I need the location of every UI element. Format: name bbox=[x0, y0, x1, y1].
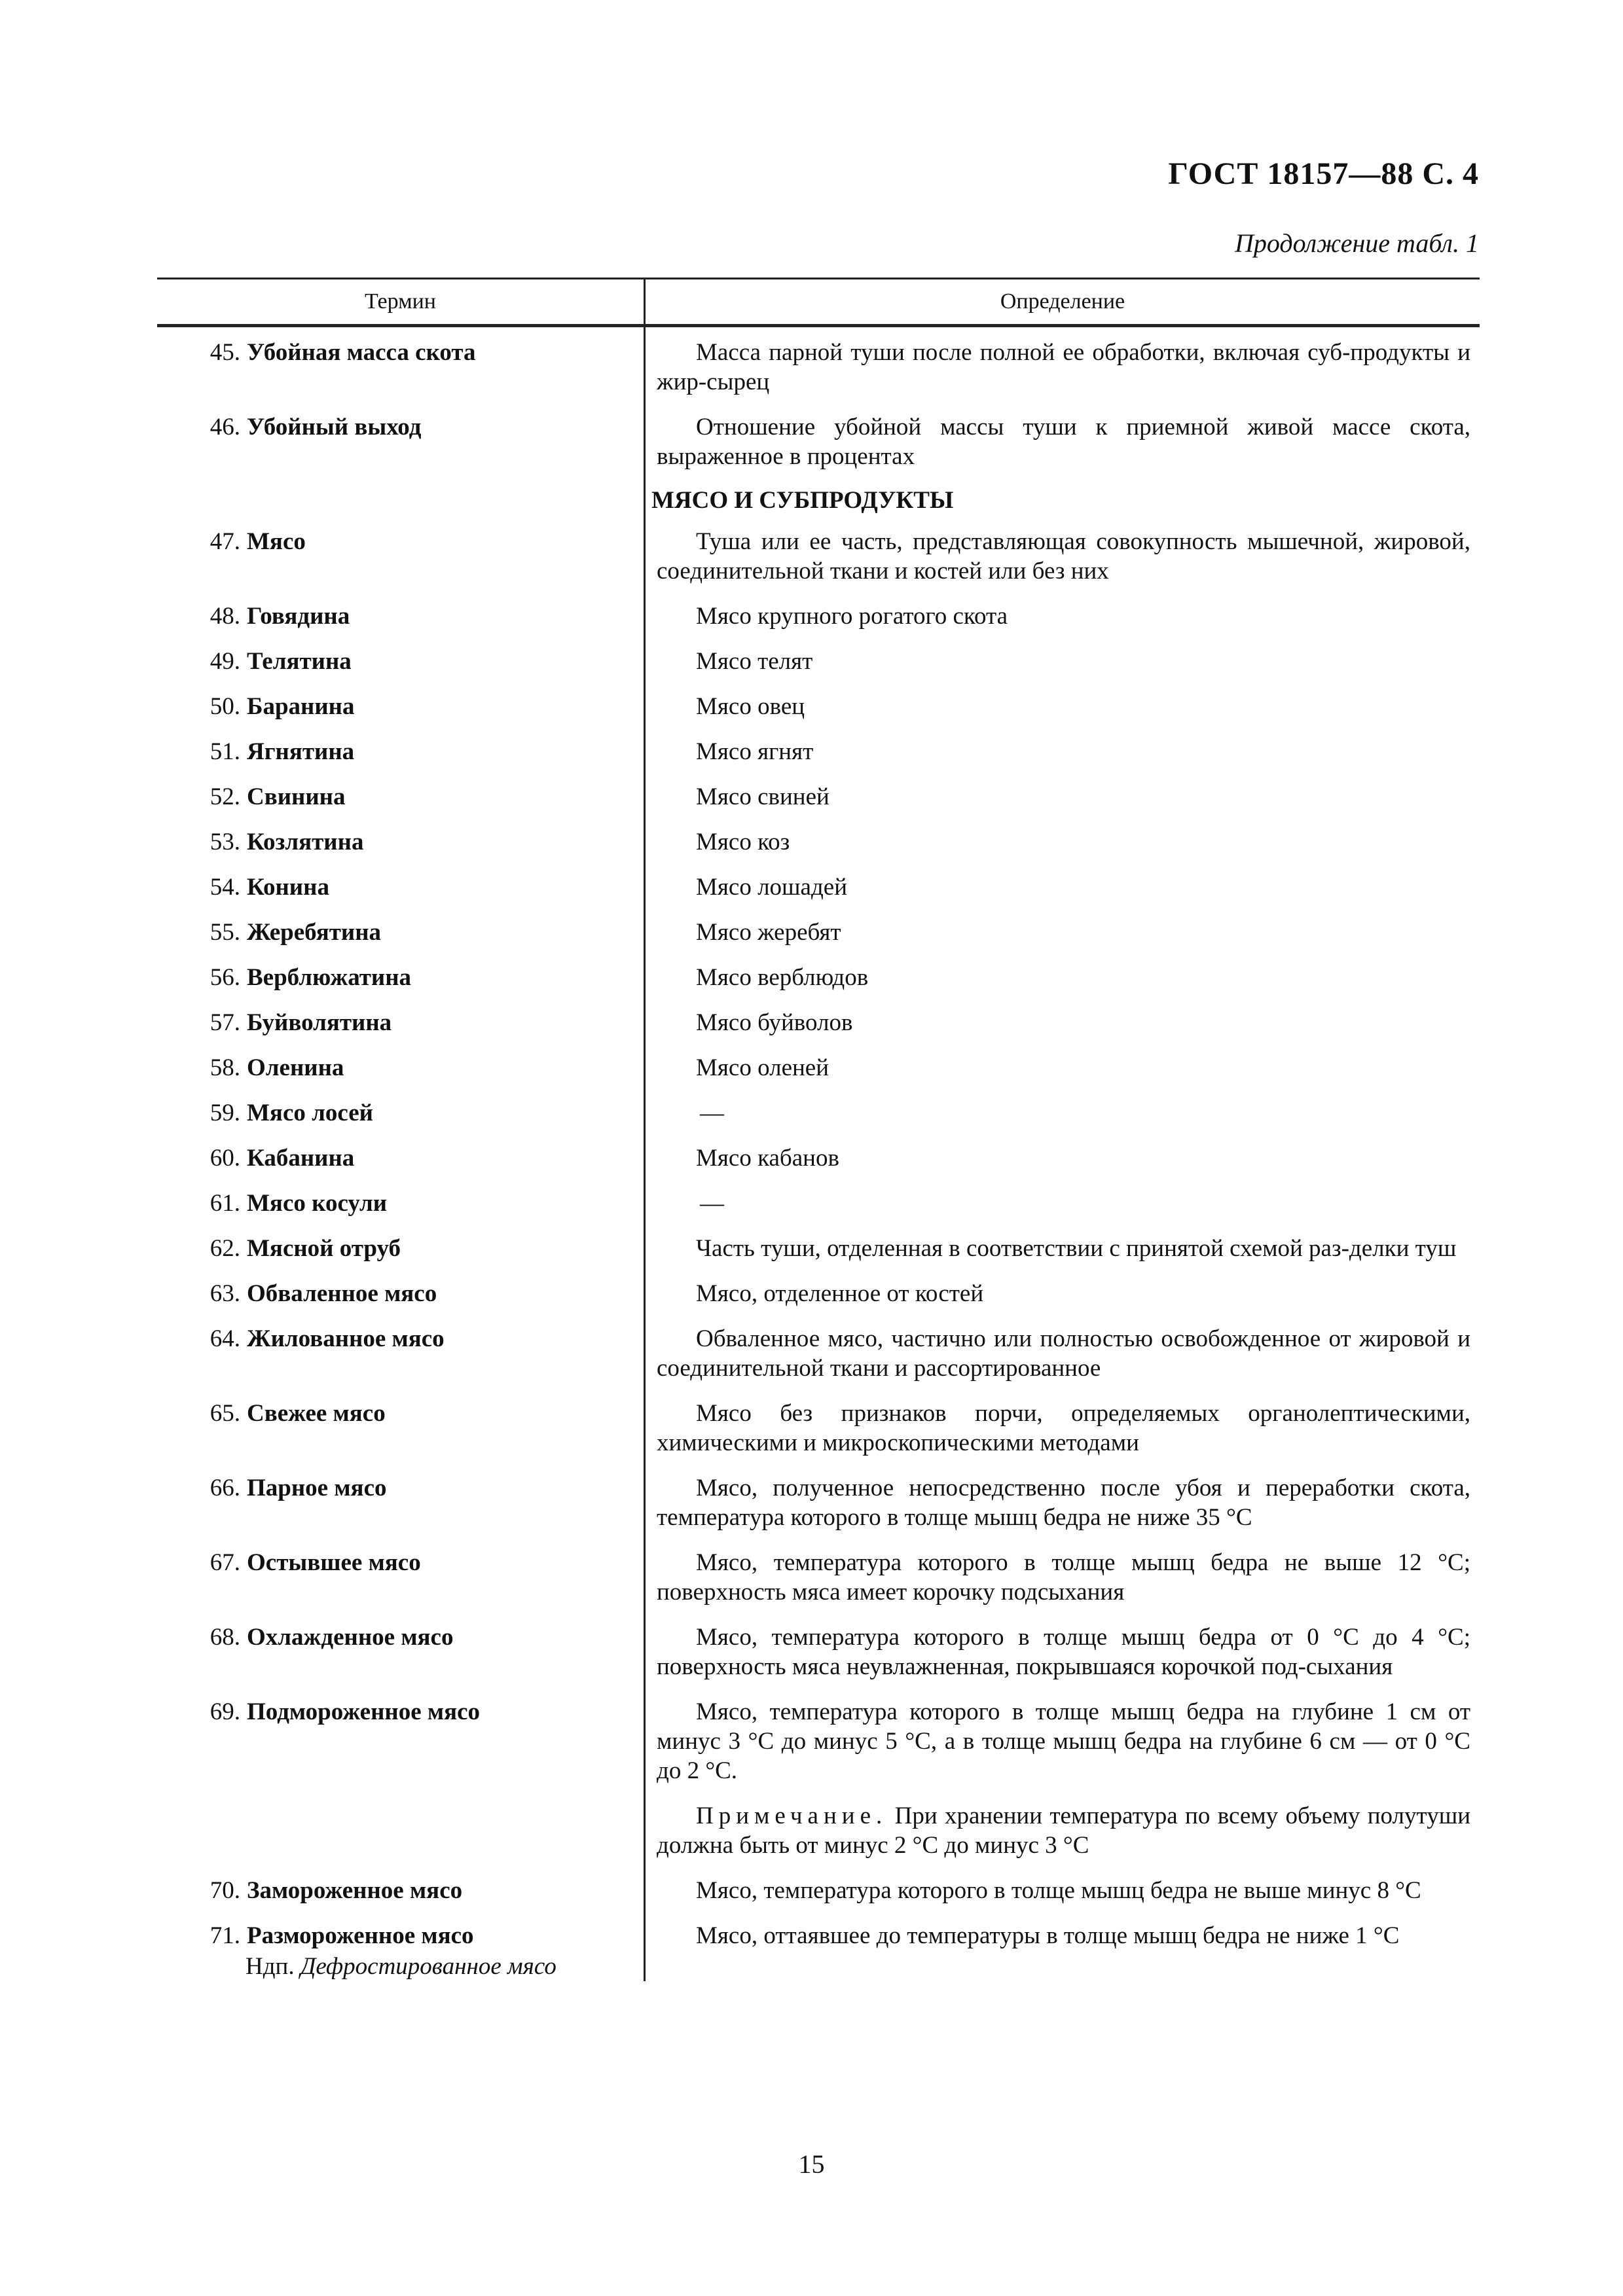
term-cell bbox=[157, 1088, 644, 1133]
term-number: 66. bbox=[210, 1475, 240, 1501]
term-cell bbox=[157, 1687, 644, 1791]
definition-cell bbox=[644, 636, 1480, 681]
definition-cell bbox=[644, 402, 1480, 476]
table-row bbox=[157, 1314, 1480, 1388]
definition-text: Мясо без признаков порчи, определяемых органолептическими, химическими и микроскопическими методами bbox=[657, 1400, 1470, 1456]
term-number: 54. bbox=[210, 874, 240, 901]
definition-cell bbox=[644, 1612, 1480, 1687]
table-row bbox=[157, 817, 1480, 862]
term-number: 56. bbox=[210, 964, 240, 991]
term-text: Замороженное мясо bbox=[247, 1877, 463, 1904]
table-continuation-label: Продолжение табл. 1 bbox=[1234, 228, 1479, 258]
term-cell bbox=[157, 636, 644, 681]
term-text: Говядина bbox=[247, 603, 350, 630]
definition-text: Мясо, температура которого в толще мышц бедра не выше минус 8 °С bbox=[696, 1877, 1421, 1904]
table-row bbox=[157, 327, 1480, 402]
definition-text: Мясо овец bbox=[696, 693, 805, 720]
definition-text: Мясо телят bbox=[696, 648, 813, 675]
term-text: Козлятина bbox=[247, 829, 364, 855]
definition-cell bbox=[644, 862, 1480, 907]
note-label: Примечание. bbox=[696, 1803, 888, 1829]
definition-cell bbox=[644, 907, 1480, 952]
deprecated-label: Ндп. bbox=[246, 1953, 295, 1980]
term-text: Свежее мясо bbox=[247, 1400, 386, 1427]
definition-text: Отношение убойной массы туши к приемной живой массе скота, выраженное в процентах bbox=[657, 414, 1470, 470]
term-cell bbox=[157, 1791, 644, 1865]
term-cell bbox=[157, 817, 644, 862]
definition-text: Мясо крупного рогатого скота bbox=[696, 603, 1008, 630]
term-number: 71. bbox=[210, 1922, 240, 1949]
term-text: Подмороженное мясо bbox=[247, 1698, 481, 1725]
table-row bbox=[157, 1178, 1480, 1223]
table-row bbox=[157, 1791, 1480, 1865]
term-text: Мясо лосей bbox=[247, 1100, 373, 1126]
term-cell bbox=[157, 591, 644, 636]
term-number: 46. bbox=[210, 414, 240, 440]
definition-cell bbox=[644, 726, 1480, 772]
definition-text: — bbox=[700, 1100, 724, 1126]
term-cell bbox=[157, 952, 644, 997]
term-text: Мясо косули bbox=[247, 1190, 388, 1217]
term-number: 45. bbox=[210, 339, 240, 366]
table-row bbox=[157, 1043, 1480, 1088]
term-number: 65. bbox=[210, 1400, 240, 1427]
definition-text: Туша или ее часть, представляющая совокупность мышечной, жировой, соединительной ткани и костей или без них bbox=[657, 528, 1470, 584]
term-number: 59. bbox=[210, 1100, 240, 1126]
term-cell bbox=[157, 1178, 644, 1223]
term-text: Конина bbox=[247, 874, 329, 901]
term-number: 50. bbox=[210, 693, 240, 720]
table-row bbox=[157, 862, 1480, 907]
term-number: 68. bbox=[210, 1624, 240, 1651]
term-cell bbox=[157, 726, 644, 772]
definition-text: Мясо, температура которого в толще мышц бедра от 0 °С до 4 °С; поверхность мяса неувлажненная, покрывшаяся корочкой под-сыхания bbox=[657, 1624, 1470, 1680]
definition-text: Мясо лошадей bbox=[696, 874, 848, 901]
definition-text: Мясо, оттаявшее до температуры в толще мышц бедра не ниже 1 °С bbox=[696, 1922, 1400, 1949]
table-row bbox=[157, 1612, 1480, 1687]
term-number: 64. bbox=[210, 1325, 240, 1352]
definition-cell bbox=[644, 681, 1480, 726]
definition-cell bbox=[644, 516, 1480, 591]
term-cell bbox=[157, 1223, 644, 1268]
definition-cell bbox=[644, 997, 1480, 1043]
term-number: 60. bbox=[210, 1145, 240, 1172]
column-header-definition: Определение bbox=[1000, 289, 1125, 314]
term-cell bbox=[157, 862, 644, 907]
table-row bbox=[157, 516, 1480, 591]
term-cell bbox=[157, 1463, 644, 1537]
term-text: Убойный выход bbox=[247, 414, 422, 440]
term-number: 58. bbox=[210, 1054, 240, 1081]
term-cell bbox=[157, 1043, 644, 1088]
table-row bbox=[157, 772, 1480, 817]
section-title: МЯСО И СУБПРОДУКТЫ bbox=[651, 487, 954, 514]
definition-cell bbox=[644, 1178, 1480, 1223]
definition-text: Мясо, температура которого в толще мышц бедра не выше 12 °С; поверхность мяса имеет корочку подсыхания bbox=[657, 1549, 1470, 1605]
term-text: Кабанина bbox=[247, 1145, 355, 1172]
column-header-term: Термин bbox=[157, 279, 646, 324]
definition-text: Мясо оленей bbox=[696, 1054, 830, 1081]
page-number: 15 bbox=[798, 2149, 825, 2179]
table-row bbox=[157, 1865, 1480, 1910]
term-text: Убойная масса скота bbox=[247, 339, 476, 366]
definition-text: Часть туши, отделенная в соответствии с принятой схемой раз-делки туш bbox=[696, 1235, 1457, 1262]
definition-cell bbox=[644, 1043, 1480, 1088]
table-row bbox=[157, 1133, 1480, 1178]
term-number: 62. bbox=[210, 1235, 240, 1262]
term-text: Мясной отруб bbox=[247, 1235, 401, 1262]
definition-text: Мясо жеребят bbox=[696, 919, 841, 946]
table-row bbox=[157, 681, 1480, 726]
term-number: 69. bbox=[210, 1698, 240, 1725]
term-text: Телятина bbox=[247, 648, 352, 675]
term-text: Жилованное мясо bbox=[247, 1325, 445, 1352]
term-cell bbox=[157, 997, 644, 1043]
term-text: Свинина bbox=[247, 783, 346, 810]
term-number: 49. bbox=[210, 648, 240, 675]
term-text: Размороженное мясо bbox=[247, 1922, 474, 1949]
term-text: Жеребятина bbox=[247, 919, 382, 946]
definition-cell bbox=[644, 1463, 1480, 1537]
table-row bbox=[157, 402, 1480, 476]
term-text: Оленина bbox=[247, 1054, 344, 1081]
table-row bbox=[157, 952, 1480, 997]
table-row bbox=[157, 1388, 1480, 1463]
term-cell bbox=[157, 516, 644, 591]
deprecated-term-text: Дефростированное мясо bbox=[300, 1953, 556, 1980]
definition-cell bbox=[644, 1910, 1480, 1981]
definition-text: Масса парной туши после полной ее обработки, включая суб-продукты и жир-сырец bbox=[657, 339, 1470, 395]
term-text: Мясо bbox=[247, 528, 306, 555]
term-number: 53. bbox=[210, 829, 240, 855]
term-cell bbox=[157, 1133, 644, 1178]
definition-text: Мясо верблюдов bbox=[696, 964, 869, 991]
table-row bbox=[157, 1910, 1480, 1981]
term-number: 70. bbox=[210, 1877, 240, 1904]
table-row bbox=[157, 997, 1480, 1043]
definition-cell bbox=[644, 1687, 1480, 1791]
term-cell bbox=[157, 402, 644, 476]
table-body bbox=[157, 327, 1480, 1981]
definition-text: Мясо ягнят bbox=[696, 738, 814, 765]
term-text: Парное мясо bbox=[247, 1475, 387, 1501]
term-number: 63. bbox=[210, 1280, 240, 1307]
term-text: Ягнятина bbox=[247, 738, 355, 765]
definition-cell bbox=[644, 591, 1480, 636]
table-row bbox=[157, 1687, 1480, 1791]
term-text: Охлажденное мясо bbox=[247, 1624, 454, 1651]
term-number: 51. bbox=[210, 738, 240, 765]
table-row bbox=[157, 1088, 1480, 1133]
term-cell bbox=[157, 1537, 644, 1612]
term-number: 55. bbox=[210, 919, 240, 946]
table-row bbox=[157, 591, 1480, 636]
table-row bbox=[157, 726, 1480, 772]
term-number: 57. bbox=[210, 1009, 240, 1036]
note-text: При хранении температура по всему объему полутуши должна быть от минус 2 °С до минус 3 °С bbox=[657, 1803, 1470, 1859]
definition-cell bbox=[644, 327, 1480, 402]
term-number: 47. bbox=[210, 528, 240, 555]
definition-cell bbox=[644, 952, 1480, 997]
term-text: Обваленное мясо bbox=[247, 1280, 437, 1307]
table-row bbox=[157, 1537, 1480, 1612]
table-row bbox=[157, 1223, 1480, 1268]
term-cell bbox=[157, 1268, 644, 1314]
term-cell bbox=[157, 1612, 644, 1687]
definition-cell bbox=[644, 1088, 1480, 1133]
definition-text: Мясо, отделенное от костей bbox=[696, 1280, 984, 1307]
definition-text: Мясо свиней bbox=[696, 783, 830, 810]
term-text: Остывшее мясо bbox=[247, 1549, 421, 1576]
definition-cell bbox=[644, 772, 1480, 817]
section-heading bbox=[157, 476, 1480, 516]
document-reference: ГОСТ 18157—88 С. 4 bbox=[1168, 156, 1479, 191]
table-header bbox=[157, 279, 1480, 324]
definition-cell bbox=[644, 817, 1480, 862]
definition-cell bbox=[644, 1314, 1480, 1388]
definition-text: Мясо кабанов bbox=[696, 1145, 839, 1172]
term-cell bbox=[157, 681, 644, 726]
definition-text: Мясо, полученное непосредственно после убоя и переработки скота, температура которого в толще мышц бедра не ниже 35 °С bbox=[657, 1475, 1470, 1531]
definition-cell bbox=[644, 1223, 1480, 1268]
definition-cell bbox=[644, 1388, 1480, 1463]
definition-cell bbox=[644, 1791, 1480, 1865]
definition-text: Мясо коз bbox=[696, 829, 790, 855]
term-cell bbox=[157, 1865, 644, 1910]
definition-text: — bbox=[700, 1190, 724, 1217]
definition-text: Мясо, температура которого в толще мышц бедра на глубине 1 см от минус 3 °С до минус 5 °С, а в толще мышц бедра на глубине 6 см — от 0 °С до 2 °С. bbox=[657, 1698, 1470, 1784]
term-cell bbox=[157, 1910, 644, 1981]
term-number: 48. bbox=[210, 603, 240, 630]
definition-text: Обваленное мясо, частично или полностью освобожденное от жировой и соединительной ткани и рассортированное bbox=[657, 1325, 1470, 1382]
term-cell bbox=[157, 772, 644, 817]
term-cell bbox=[157, 327, 644, 402]
term-number: 61. bbox=[210, 1190, 240, 1217]
term-cell bbox=[157, 907, 644, 952]
definition-cell bbox=[644, 1865, 1480, 1910]
definition-cell bbox=[644, 1537, 1480, 1612]
table-row bbox=[157, 1268, 1480, 1314]
term-cell bbox=[157, 1388, 644, 1463]
definition-cell bbox=[644, 1133, 1480, 1178]
definition-cell bbox=[644, 1268, 1480, 1314]
table-row bbox=[157, 907, 1480, 952]
term-text: Верблюжатина bbox=[247, 964, 412, 991]
definition-text: Мясо буйволов bbox=[696, 1009, 853, 1036]
term-text: Баранина bbox=[247, 693, 355, 720]
terms-table bbox=[157, 278, 1480, 1981]
column-divider bbox=[644, 327, 646, 1981]
term-cell bbox=[157, 1314, 644, 1388]
term-text: Буйволятина bbox=[247, 1009, 392, 1036]
deprecated-term bbox=[157, 1952, 556, 1981]
term-number: 52. bbox=[210, 783, 240, 810]
table-row bbox=[157, 636, 1480, 681]
table-row bbox=[157, 1463, 1480, 1537]
term-number: 67. bbox=[210, 1549, 240, 1576]
